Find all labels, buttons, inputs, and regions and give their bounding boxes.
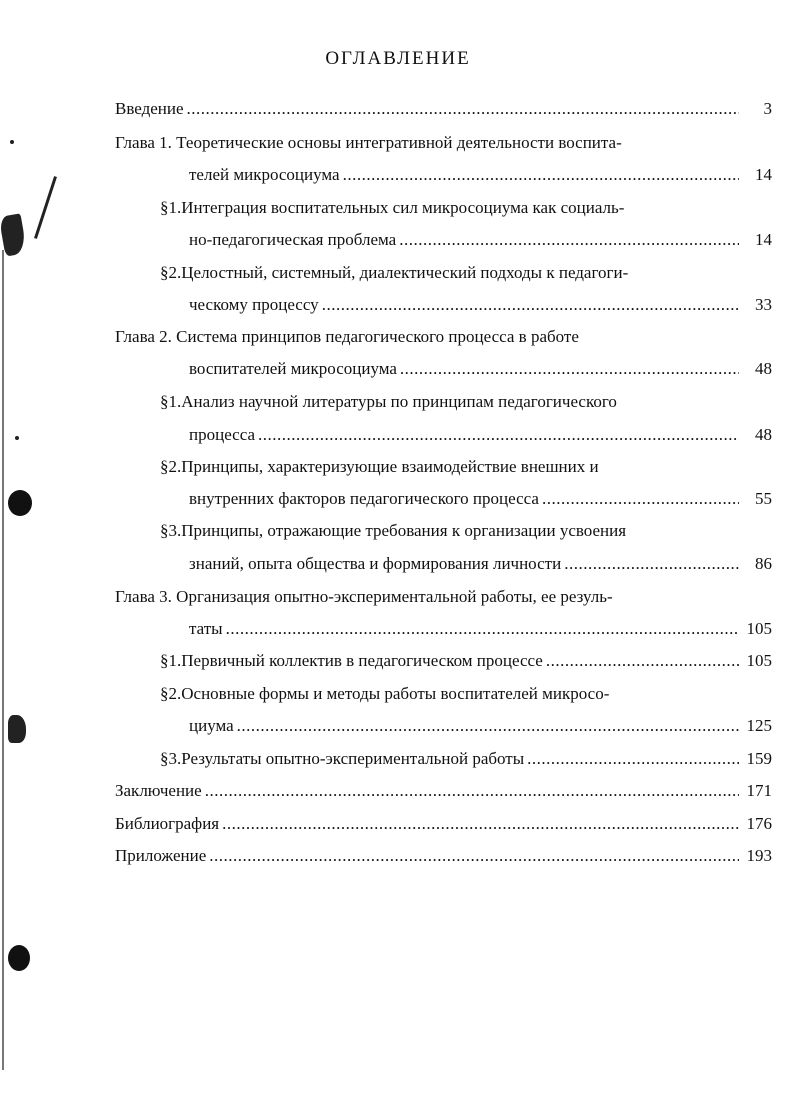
toc-entry-title: Введение [115, 99, 184, 118]
dot-leader [546, 650, 739, 672]
dot-leader [222, 813, 739, 835]
page-edge-line [2, 250, 4, 1070]
toc-entry-title: ческому процессу [189, 295, 319, 314]
toc-entry-ch3-sec2-cont [189, 715, 772, 737]
toc-entry-title: Приложение [115, 846, 207, 865]
toc-entry-chapter-2-cont [189, 358, 772, 380]
toc-entry-ch2-sec2-cont [189, 488, 772, 510]
toc-entry-title: но-педагогическая проблема [189, 230, 397, 249]
toc-page-number: 176 [746, 814, 772, 833]
toc-page-number: 48 [755, 359, 772, 378]
toc-entry-title: Библиография [115, 814, 220, 833]
toc-entry-title: §1.Интеграция воспитательных сил микросоциума как социаль- [160, 198, 625, 217]
toc-page-number: 193 [746, 846, 772, 865]
toc-page-number: 3 [763, 99, 772, 118]
toc-page-number: 125 [746, 716, 772, 735]
dot-leader [226, 618, 739, 640]
toc-entry-title: Глава 2. Система принципов педагогического процесса в работе [115, 327, 579, 346]
toc-entry-title: §2.Принципы, характеризующие взаимодействие внешних и [160, 457, 599, 476]
toc-page-number: 86 [755, 554, 772, 573]
toc-entry-title: таты [189, 619, 223, 638]
toc-entry-ch1-sec1-cont [189, 229, 772, 251]
toc-entry-title: воспитателей микросоциума [189, 359, 397, 378]
toc-entry-introduction [115, 98, 772, 120]
toc-entry-title: §2.Основные формы и методы работы воспитателей микросо- [160, 684, 610, 703]
toc-entry-title: §3.Принципы, отражающие требования к организации усвоения [160, 521, 627, 540]
toc-entry-ch2-sec1 [160, 391, 772, 413]
toc-entry-title: знаний, опыта общества и формирования личности [189, 554, 562, 573]
toc-entry-title: §2.Целостный, системный, диалектический подходы к педагоги- [160, 263, 629, 282]
toc-entry-ch2-sec2 [160, 456, 772, 478]
toc-page-number: 14 [755, 230, 772, 249]
toc-entry-chapter-1-cont [189, 164, 772, 186]
toc-page-number: 33 [755, 295, 772, 314]
toc-entry-title: Глава 3. Организация опытно-экспериментальной работы, ее резуль- [115, 587, 613, 606]
toc-entry-ch3-sec3 [160, 748, 772, 770]
dot-leader [399, 229, 739, 251]
toc-entry-title: §1.Первичный коллектив в педагогическом процессе [160, 651, 543, 670]
toc-entry-ch1-sec2 [160, 262, 772, 284]
toc-page-number: 171 [746, 781, 772, 800]
toc-entry-title: внутренних факторов педагогического процесса [189, 489, 539, 508]
toc-entry-ch1-sec2-cont [189, 294, 772, 316]
dot-leader [343, 164, 739, 186]
toc-page-number: 159 [746, 749, 772, 768]
scan-dot [10, 140, 14, 144]
binder-mark [0, 213, 27, 256]
toc-entry-chapter-3 [115, 586, 772, 608]
toc-entry-title: процесса [189, 425, 256, 444]
toc-page-number: 55 [755, 489, 772, 508]
toc-page-number: 48 [755, 425, 772, 444]
dot-leader [527, 748, 739, 770]
toc-entry-bibliography [115, 813, 772, 835]
toc-entry-ch1-sec1 [160, 197, 772, 219]
toc-entry-ch2-sec3-cont [189, 553, 772, 575]
toc-entry-ch3-sec1 [160, 650, 772, 672]
dot-leader [237, 715, 739, 737]
toc-entry-title: §3.Результаты опытно-экспериментальной работы [160, 749, 525, 768]
dot-leader [187, 98, 739, 120]
dot-leader [209, 845, 739, 867]
toc-page-number: 105 [746, 651, 772, 670]
toc-entry-chapter-2 [115, 326, 772, 348]
binder-mark [8, 715, 26, 743]
toc-entry-title: §1.Анализ научной литературы по принципам педагогического [160, 392, 617, 411]
dot-leader [564, 553, 739, 575]
dot-leader [258, 424, 739, 446]
toc-entry-title: Глава 1. Теоретические основы интегративной деятельности воспита- [115, 133, 622, 152]
dot-leader [542, 488, 739, 510]
binder-mark [34, 176, 57, 239]
toc-entry-conclusion [115, 780, 772, 802]
toc-entry-title: телей микросоциума [189, 165, 340, 184]
toc-entry-appendix [115, 845, 772, 867]
dot-leader [205, 780, 739, 802]
toc-entry-title: Заключение [115, 781, 202, 800]
toc-page-number: 14 [755, 165, 772, 184]
toc-entry-title: циума [189, 716, 234, 735]
binding-hole [8, 490, 32, 516]
binding-hole [8, 945, 30, 971]
page-title: ОГЛАВЛЕНИЕ [325, 48, 471, 69]
toc-entry-ch3-sec2 [160, 683, 772, 705]
scan-dot [15, 436, 19, 440]
toc-entry-chapter-3-cont [189, 618, 772, 640]
dot-leader [322, 294, 739, 316]
dot-leader [400, 358, 739, 380]
toc-page-number: 105 [746, 619, 772, 638]
toc-entry-chapter-1 [115, 132, 772, 154]
toc-entry-ch2-sec3 [160, 520, 772, 542]
toc-entry-ch2-sec1-cont [189, 424, 772, 446]
